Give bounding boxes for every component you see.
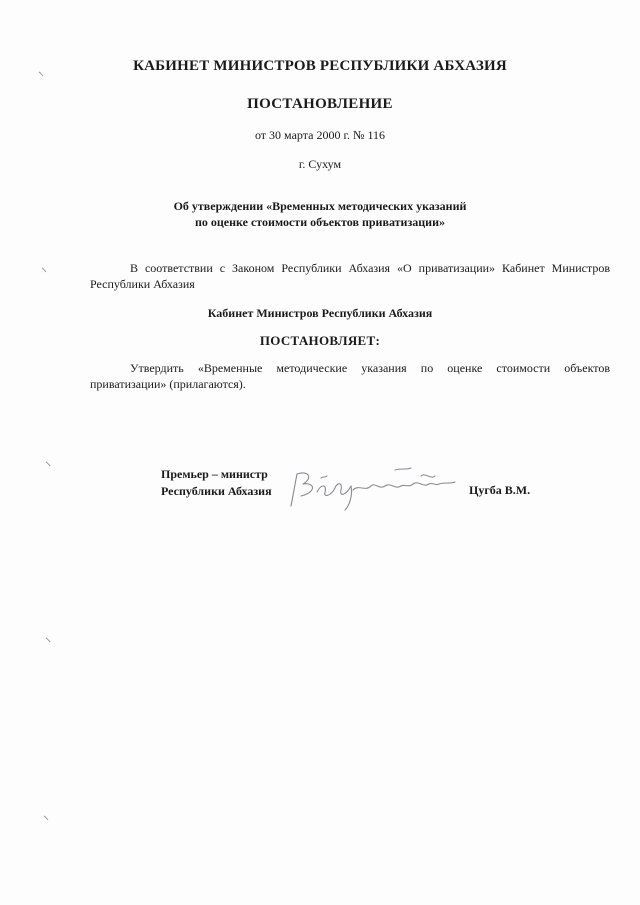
resolution-paragraph: Утвердить «Временные методические указания по оценке стоимости объектов приватизации» (прилагаются). (90, 361, 610, 391)
signatory-name: Цугба В.М. (469, 483, 531, 497)
preamble-paragraph: В соответствии с Законом Республики Абхазия «О приватизации» Кабинет Министров Республики Абхазия (90, 261, 610, 291)
position-line-2: Республики Абхазия (161, 484, 272, 498)
date-and-number: от 30 марта 2000 г. № 116 (254, 128, 386, 142)
margin-speck (40, 266, 48, 274)
signatory-position (161, 466, 272, 500)
cabinet-line: Кабинет Министров Республики Абхазия (207, 306, 433, 320)
document-type: ПОСТАНОВЛЕНИЕ (247, 96, 393, 112)
margin-speck (42, 814, 50, 822)
handwritten-signature (283, 462, 458, 512)
subject-line-2: по оценке стоимости объектов приватизации» (194, 215, 446, 229)
city-line: г. Сухум (298, 157, 342, 171)
resolves-heading: ПОСТАНОВЛЯЕТ: (259, 333, 381, 348)
margin-speck (44, 460, 52, 468)
margin-speck (37, 70, 45, 78)
subject-line-1: Об утверждении «Временных методических указаний (173, 199, 467, 213)
organization-title: КАБИНЕТ МИНИСТРОВ РЕСПУБЛИКИ АБХАЗИЯ (133, 58, 507, 74)
position-line-1: Премьер – министр (161, 467, 268, 481)
margin-speck (44, 636, 52, 644)
document-subject (0, 198, 640, 230)
